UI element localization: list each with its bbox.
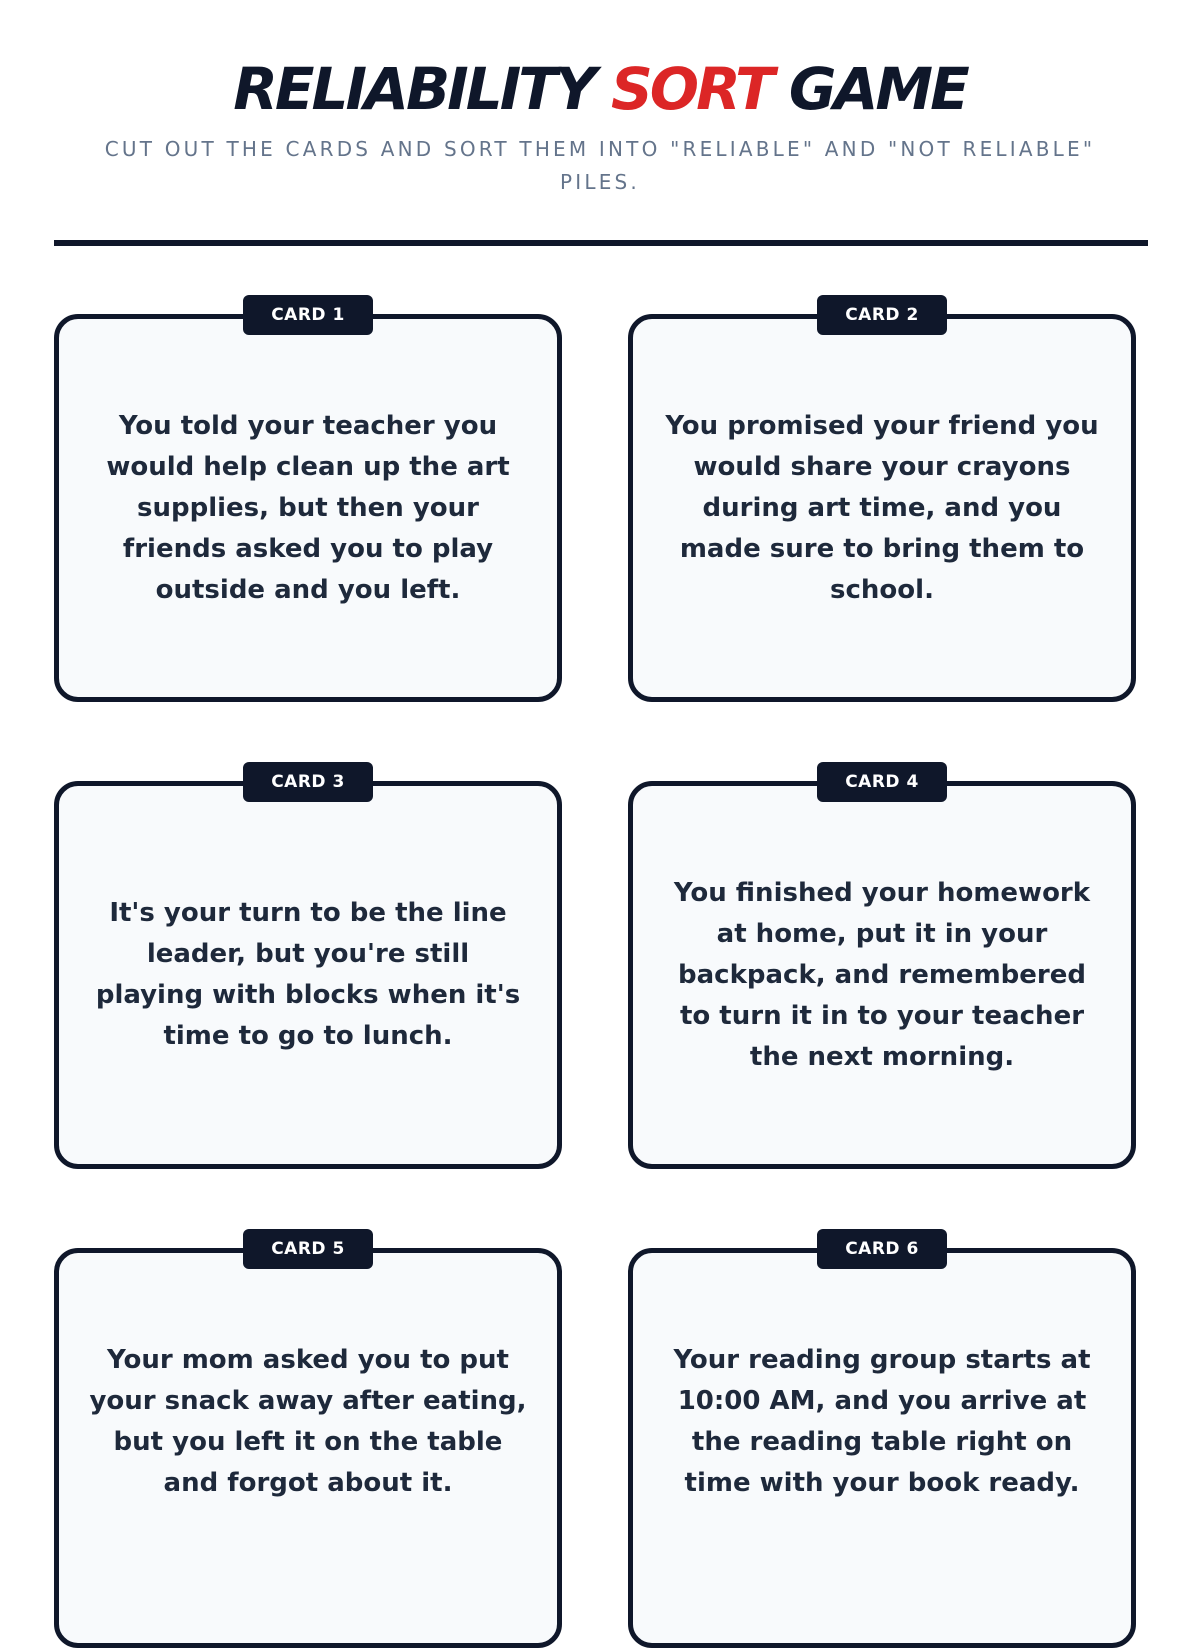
header-divider (54, 240, 1148, 246)
card-tag: CARD 1 (243, 295, 373, 335)
card-scenario-text: You finished your homework at home, put it in your backpack, and remembered to turn it in to your teacher the next morning. (673, 877, 1091, 1072)
sort-card-1 (54, 305, 562, 702)
card-tag: CARD 4 (817, 762, 947, 802)
card-scenario-text: Your reading group starts at 10:00 AM, and you arrive at the reading table right on time with your book ready. (673, 1345, 1091, 1498)
card-tag: CARD 6 (817, 1229, 947, 1269)
title-accent-word: SORT (611, 55, 772, 123)
sort-card-3 (54, 772, 562, 1169)
sort-card-6 (628, 1239, 1136, 1648)
card-tag: CARD 5 (243, 1229, 373, 1269)
card-scenario-text: You told your teacher you would help clean up the art supplies, but then your friends asked you to play outside and you left. (106, 410, 510, 605)
page-title (0, 54, 1200, 124)
instructions-subtitle: CUT OUT THE CARDS AND SORT THEM INTO "RELIABLE" AND "NOT RELIABLE" PILES. (104, 137, 1096, 194)
sort-card-4 (628, 772, 1136, 1169)
title-part-2: GAME (771, 55, 967, 123)
sort-card-5 (54, 1239, 562, 1648)
card-scenario-text: It's your turn to be the line leader, but you're still playing with blocks when it's time to go to lunch. (95, 898, 521, 1051)
card-tag: CARD 3 (243, 762, 373, 802)
sort-card-2 (628, 305, 1136, 702)
card-scenario-text: You promised your friend you would share your crayons during art time, and you made sure to bring them to school. (665, 410, 1099, 605)
card-tag: CARD 2 (817, 295, 947, 335)
title-part-1: RELIABILITY (233, 55, 612, 123)
card-scenario-text: Your mom asked you to put your snack away after eating, but you left it on the table and forgot about it. (89, 1345, 527, 1498)
